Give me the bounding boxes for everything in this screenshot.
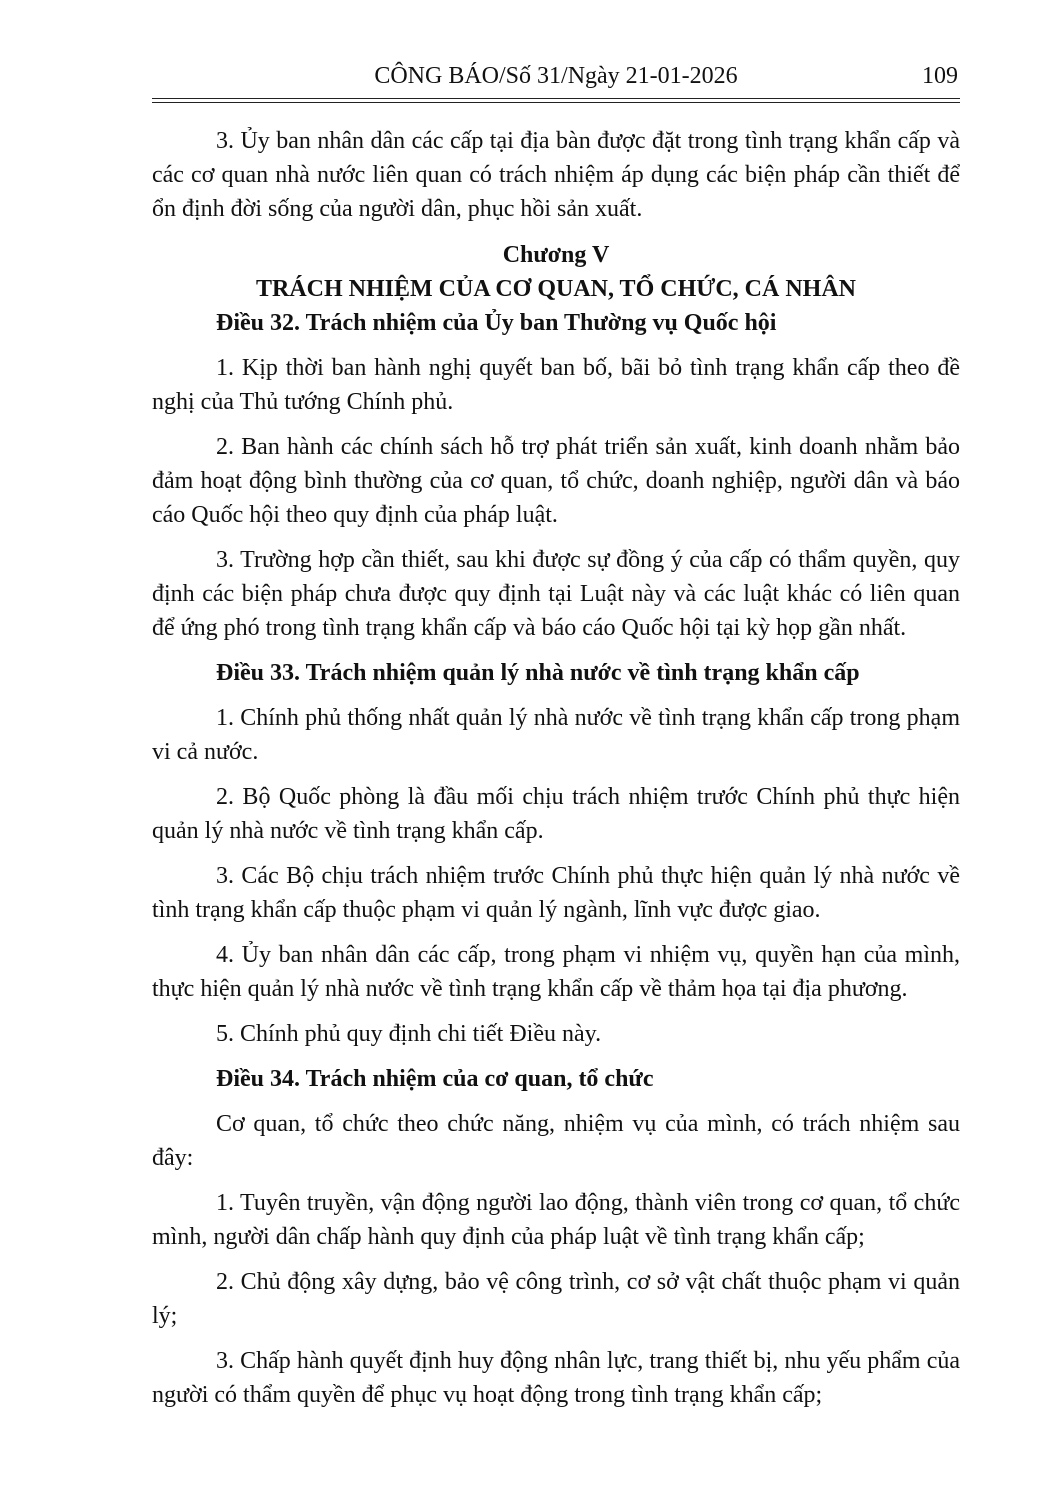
paragraph: 5. Chính phủ quy định chi tiết Điều này. [216, 1021, 602, 1047]
header-rule-top [152, 98, 960, 99]
paragraph: 3. Ủy ban nhân dân các cấp tại địa bàn được đặt trong tình trạng khẩn cấp và các cơ quan nhà nước liên quan có trách nhiệm áp dụng các biện pháp cần thiết để ổn định đời sống của người dân, phục hồi sản xuất. [152, 128, 960, 222]
paragraph: 1. Tuyên truyền, vận động người lao động, thành viên trong cơ quan, tổ chức mình, người dân chấp hành quy định của pháp luật về tình trạng khẩn cấp; [152, 1190, 960, 1250]
paragraph: 3. Các Bộ chịu trách nhiệm trước Chính phủ thực hiện quản lý nhà nước về tình trạng khẩn cấp thuộc phạm vi quản lý ngành, lĩnh vực được giao. [152, 863, 960, 923]
paragraph: 4. Ủy ban nhân dân các cấp, trong phạm vi nhiệm vụ, quyền hạn của mình, thực hiện quản lý nhà nước về tình trạng khẩn cấp về thảm họa tại địa phương. [152, 942, 960, 1002]
page-number: 109 [922, 63, 958, 89]
paragraph: 3. Trường hợp cần thiết, sau khi được sự đồng ý của cấp có thẩm quyền, quy định các biện pháp chưa được quy định tại Luật này và các luật khác có liên quan để ứng phó trong tình trạng khẩn cấp và báo cáo Quốc hội tại kỳ họp gần nhất. [152, 547, 960, 641]
article-heading-32: Điều 32. Trách nhiệm của Ủy ban Thường vụ Quốc hội [216, 310, 777, 336]
paragraph: Cơ quan, tổ chức theo chức năng, nhiệm vụ của mình, có trách nhiệm sau đây: [152, 1111, 960, 1171]
article-heading-33: Điều 33. Trách nhiệm quản lý nhà nước về tình trạng khẩn cấp [216, 660, 860, 686]
document-body [152, 124, 960, 1423]
chapter-title: TRÁCH NHIỆM CỦA CƠ QUAN, TỔ CHỨC, CÁ NHÂN [255, 276, 856, 302]
header-rule-bottom [152, 102, 960, 103]
paragraph: 3. Chấp hành quyết định huy động nhân lực, trang thiết bị, nhu yếu phẩm của người có thẩm quyền để phục vụ hoạt động trong tình trạng khẩn cấp; [152, 1348, 960, 1408]
paragraph: 1. Chính phủ thống nhất quản lý nhà nước về tình trạng khẩn cấp trong phạm vi cả nước. [152, 705, 960, 765]
chapter-label: Chương V [502, 242, 610, 268]
page-header [152, 60, 960, 96]
paragraph: 2. Chủ động xây dựng, bảo vệ công trình, cơ sở vật chất thuộc phạm vi quản lý; [152, 1269, 960, 1329]
paragraph: 2. Ban hành các chính sách hỗ trợ phát triển sản xuất, kinh doanh nhằm bảo đảm hoạt động bình thường của cơ quan, tổ chức, doanh nghiệp, người dân và báo cáo Quốc hội theo quy định của pháp luật. [152, 434, 960, 528]
gazette-title: CÔNG BÁO/Số 31/Ngày 21-01-2026 [374, 63, 738, 89]
article-heading-34: Điều 34. Trách nhiệm của cơ quan, tổ chức [216, 1066, 654, 1092]
paragraph: 2. Bộ Quốc phòng là đầu mối chịu trách nhiệm trước Chính phủ thực hiện quản lý nhà nước về tình trạng khẩn cấp. [152, 784, 960, 844]
paragraph: 1. Kịp thời ban hành nghị quyết ban bố, bãi bỏ tình trạng khẩn cấp theo đề nghị của Thủ tướng Chính phủ. [152, 355, 960, 415]
